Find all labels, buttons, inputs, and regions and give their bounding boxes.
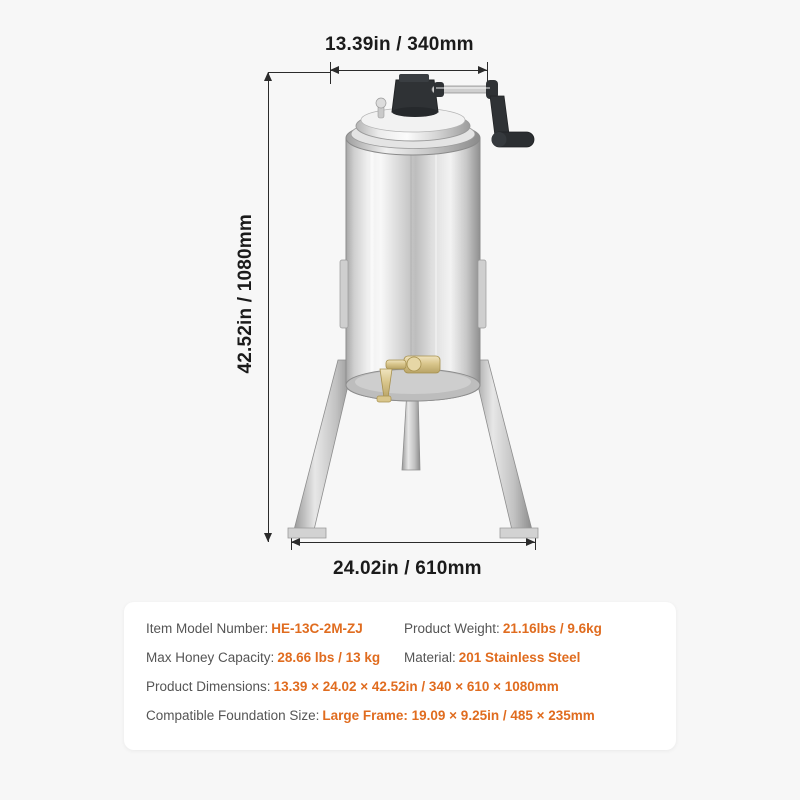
- honey-extractor-drawing: [268, 60, 558, 555]
- spec-item-max-honey-capacity: [146, 649, 396, 667]
- spec-item-material: [404, 649, 654, 667]
- spec-value-product-weight: 21.16lbs / 9.6kg: [502, 621, 602, 636]
- spec-label-material: Material:: [404, 650, 456, 665]
- spec-value-max-honey-capacity: 28.66 lbs / 13 kg: [277, 650, 381, 665]
- specification-grid: [146, 620, 654, 725]
- height-dimension-label: 42.52in / 1080mm: [235, 214, 256, 374]
- specification-card: [124, 602, 676, 750]
- product-illustration: [268, 60, 558, 555]
- spec-item-product-weight: [404, 620, 654, 638]
- spec-item-product-dimensions: [146, 678, 654, 696]
- spec-label-model-number: Item Model Number:: [146, 621, 269, 636]
- bottom-dimension-label: 24.02in / 610mm: [333, 558, 482, 579]
- spec-label-product-weight: Product Weight:: [404, 621, 500, 636]
- spec-label-product-dimensions: Product Dimensions:: [146, 679, 271, 694]
- spec-label-compatible-foundation-size: Compatible Foundation Size:: [146, 708, 320, 723]
- spec-value-material: 201 Stainless Steel: [458, 650, 581, 665]
- gearbox-housing: [392, 74, 438, 117]
- spec-value-model-number: HE-13C-2M-ZJ: [271, 621, 363, 636]
- spec-value-compatible-foundation-size: Large Frame: 19.09 × 9.25in / 485 × 235mm: [322, 708, 595, 723]
- spec-item-model-number: [146, 620, 396, 638]
- top-dimension-label: 13.39in / 340mm: [325, 34, 474, 55]
- spec-label-max-honey-capacity: Max Honey Capacity:: [146, 650, 275, 665]
- spec-value-product-dimensions: 13.39 × 24.02 × 42.52in / 340 × 610 × 1080mm: [273, 679, 559, 694]
- spec-item-compatible-foundation-size: [146, 707, 654, 725]
